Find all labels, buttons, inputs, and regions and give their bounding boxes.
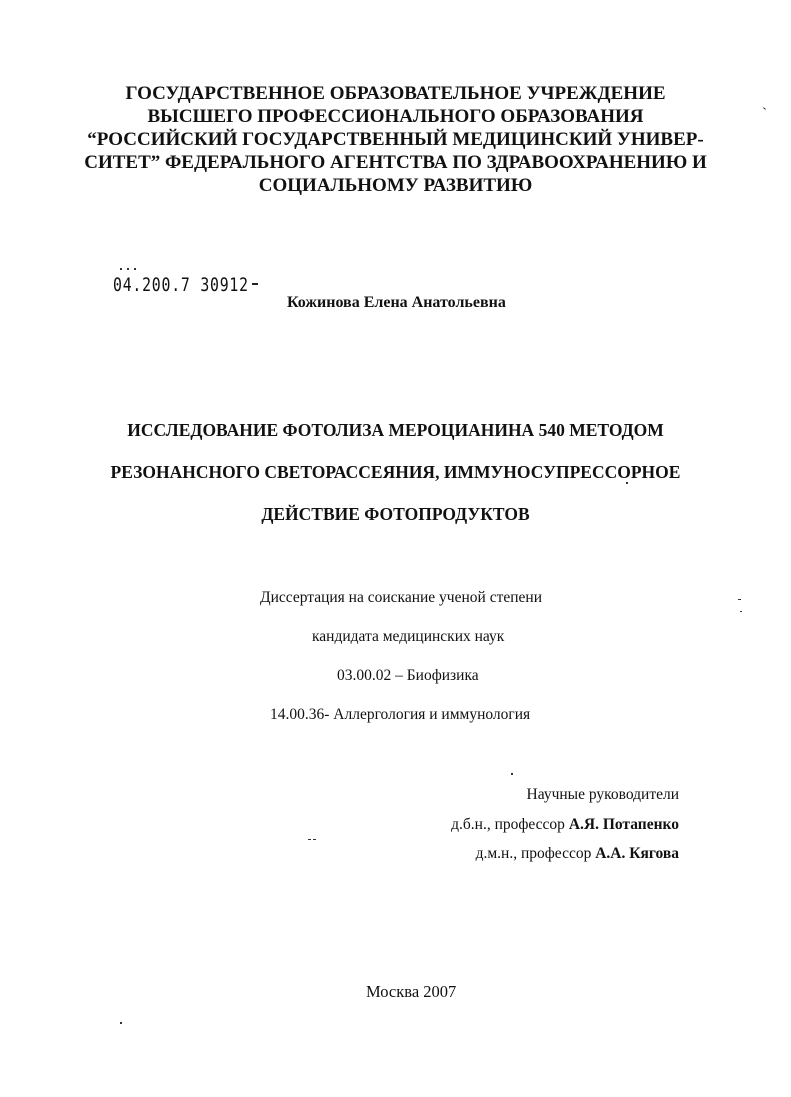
institution-header	[0, 82, 791, 197]
institution-line-1: ГОСУДАРСТВЕННОЕ ОБРАЗОВАТЕЛЬНОЕ УЧРЕЖДЕНИЕ	[125, 83, 666, 104]
institution-line-2: ВЫСШЕГО ПРОФЕССИОНАЛЬНОГО ОБРАЗОВАНИЯ	[147, 106, 644, 127]
scan-speck	[313, 839, 316, 840]
supervisors-heading: Научные руководители	[526, 786, 679, 803]
supervisor-2	[476, 845, 679, 863]
scan-speck	[134, 268, 136, 270]
supervisor-1-degree: д.б.н., профессор	[451, 816, 569, 833]
scan-speck	[120, 1022, 122, 1024]
title-line-1: ИССЛЕДОВАНИЕ ФОТОЛИЗА МЕРОЦИАНИНА 540 МЕТОДОМ	[127, 420, 664, 440]
library-stamp-number: 04.200.7 30912	[113, 274, 249, 296]
scan-speck	[120, 268, 122, 270]
scan-speck	[511, 773, 513, 775]
institution-line-4: СИТЕТ” ФЕДЕРАЛЬНОГО АГЕНТСТВА ПО ЗДРАВООХРАНЕНИЮ И	[84, 152, 707, 173]
title-line-3: ДЕЙСТВИЕ ФОТОПРОДУКТОВ	[261, 504, 530, 524]
supervisor-2-name: А.А. Кягова	[595, 845, 679, 862]
specialty-biophysics: 03.00.02 – Биофизика	[337, 667, 479, 684]
city-year: Москва 2007	[366, 982, 457, 1001]
institution-line-5: СОЦИАЛЬНОМУ РАЗВИТИЮ	[258, 175, 533, 196]
scan-speck	[127, 268, 129, 270]
supervisor-1	[451, 816, 679, 834]
dissertation-line-1: Диссертация на соискание ученой степени	[260, 589, 542, 606]
title-line-2: РЕЗОНАНСНОГО СВЕТОРАССЕЯНИЯ, ИММУНОСУПРЕССОРНОЕ	[110, 462, 681, 482]
scan-speck	[626, 482, 628, 484]
scan-speck	[308, 839, 311, 840]
author-name: Кожинова Елена Анатольевна	[287, 294, 506, 311]
supervisor-1-name: А.Я. Потапенко	[568, 816, 679, 833]
scan-speck	[740, 611, 742, 612]
specialty-allergology: 14.00.36- Аллергология и иммунология	[270, 706, 531, 723]
dissertation-line-2: кандидата медицинских наук	[312, 628, 505, 645]
institution-line-3: “РОССИЙСКИЙ ГОСУДАРСТВЕННЫЙ МЕДИЦИНСКИЙ УНИВЕР-	[87, 129, 704, 150]
scan-speck	[738, 599, 741, 600]
stamp-dash	[252, 283, 258, 285]
supervisor-2-degree: д.м.н., профессор	[475, 845, 596, 862]
